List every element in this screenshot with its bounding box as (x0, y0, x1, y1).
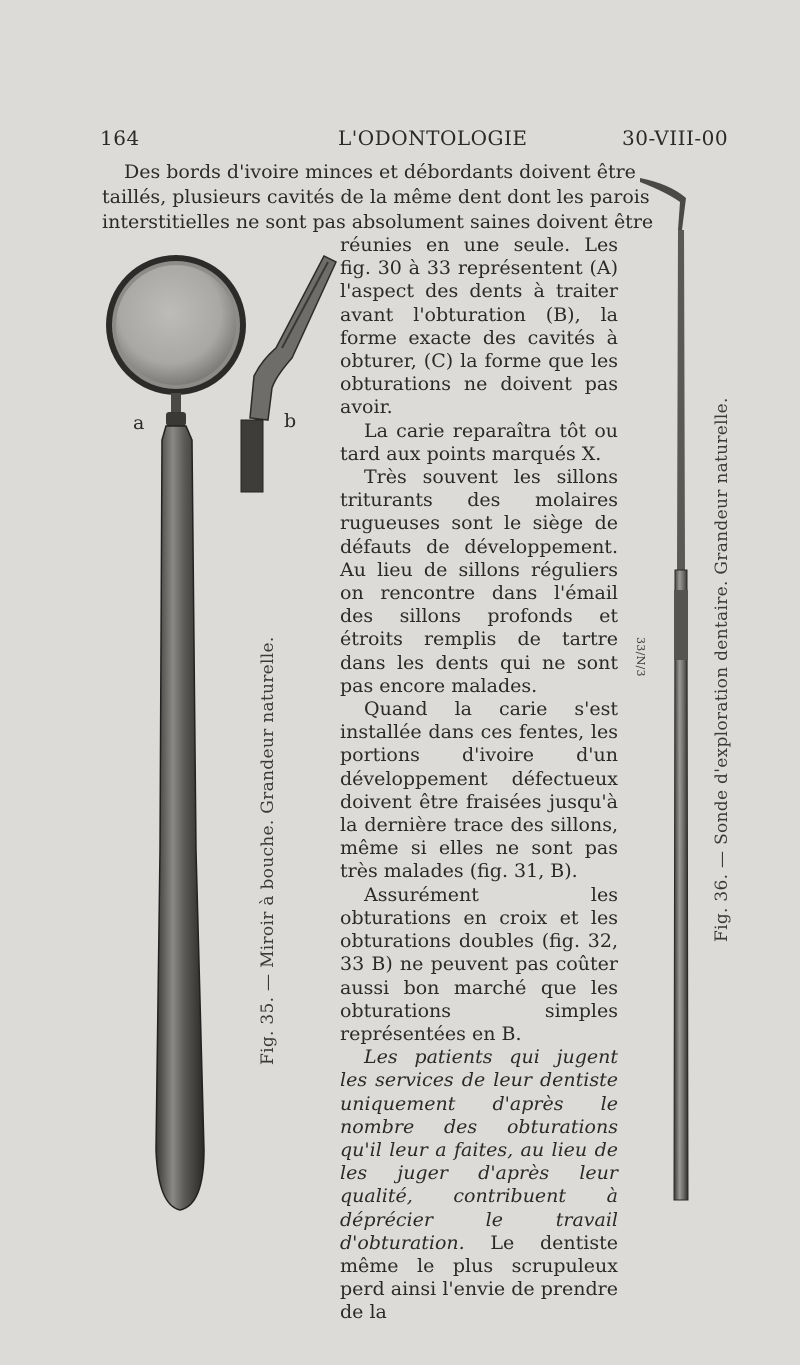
figure-36-caption: Fig. 36. — Sonde d'exploration dentaire. Grandeur naturelle. (712, 397, 732, 942)
mirror-detail-illustration (232, 248, 342, 498)
paragraph-2: La carie reparaîtra tôt ou tard aux points marqués X. (340, 419, 618, 465)
paragraph-6 (340, 1046, 618, 1324)
figure-35-caption: Fig. 35. — Miroir à bouche. Grandeur naturelle. (258, 636, 278, 1065)
page-number: 164 (100, 126, 140, 150)
paragraph-4: Quand la carie s'est installée dans ces fentes, les portions d'ivoire d'un développement défectueux doivent être fraisées jusqu'à la dernière trace des sillons, même si elles ne sont pas très malades (fig. 31, B). (340, 698, 618, 883)
text-line-1: Des bords d'ivoire minces et débordants doivent être (124, 161, 636, 183)
probe-engraving: 33/N/3 (634, 637, 647, 677)
issue-date: 30-VIII-00 (622, 126, 729, 150)
figure-label-a: a (133, 412, 145, 434)
text-line-2: taillés, plusieurs cavités de la même dent dont les parois (102, 186, 650, 208)
text-column (340, 234, 618, 1325)
text-line-3: interstitielles ne sont pas absolument saines doivent être (102, 211, 654, 233)
roman-passage: Le dentiste même le plus scrupuleux perd ainsi l'envie de prendre de la (340, 1231, 618, 1324)
paragraph-5: Assurément les obturations en croix et les obturations doubles (fig. 32, 33 B) ne peuvent pas coûter aussi bon marché que les obturations simples représentées en B. (340, 883, 618, 1045)
running-title: L'ODONTOLOGIE (338, 126, 528, 150)
dental-probe-illustration (630, 170, 700, 1210)
figure-label-b: b (284, 410, 297, 432)
paragraph-3: Très souvent les sillons triturants des molaires rugueuses sont le siège de défauts de développement. Au lieu de sillons réguliers on rencontre dans l'émail des sillons profonds et étroits remplis de tartre dans les dents qui ne sont pas encore malades. (340, 466, 618, 697)
italic-passage: Les patients qui jugent les services de leur dentiste uniquement d'après le nombre des obturations qu'il leur a faites, au lieu de les juger d'après leur qualité, contribuent à déprécier le travail d'obturation. (340, 1046, 618, 1254)
paragraph-1: réunies en une seule. Les fig. 30 à 33 représentent (A) l'aspect des dents à traiter avant l'obturation (B), la forme exacte des cavités à obturer, (C) la forme que les obturations ne doivent pas avoir. (340, 234, 618, 419)
